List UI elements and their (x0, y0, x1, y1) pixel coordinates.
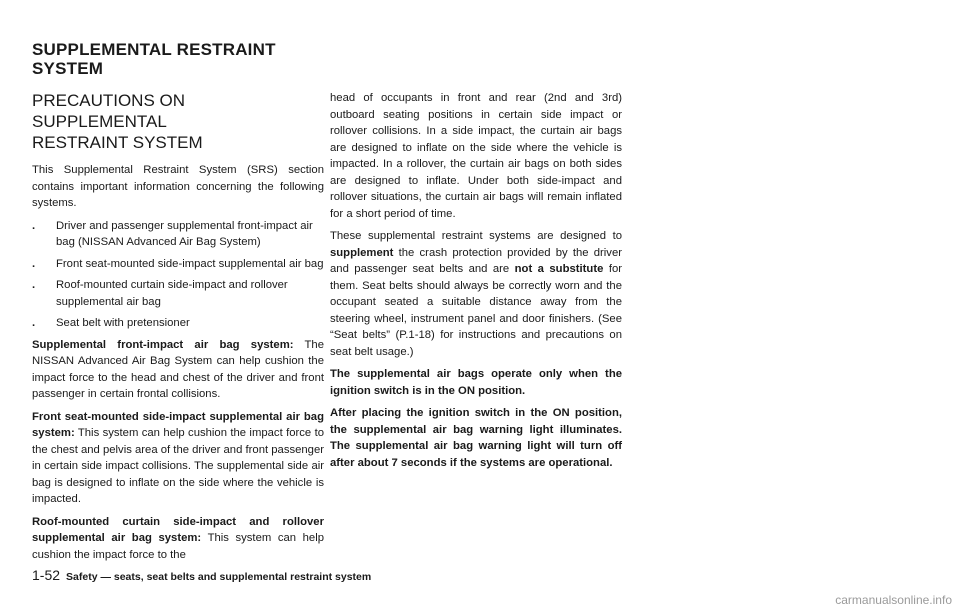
chapter-title: Safety — seats, seat belts and supplemental restraint system (66, 571, 372, 583)
front-impact-paragraph: Supplemental front-impact air bag system: The NISSAN Advanced Air Bag System can help cushion the impact force to the head and chest of the driver and front passenger in certain frontal collisions. (32, 338, 324, 400)
watermark: carmanualsonline.info (835, 593, 952, 607)
right-column (330, 90, 622, 477)
bullet-icon: . (32, 257, 36, 270)
supplement-paragraph: These supplemental restraint systems are designed to supplement the crash protection provided by the driver and passenger seat belts and are not a substitute for them. Seat belts should always be correctly worn and the occupant seated a suitable distance away from the steering wheel, instrument panel and door finishers. (See “Seat belts” (P.1-18) for instructions and precautions on seat belt usage.) (330, 230, 623, 358)
section-title: SUPPLEMENTAL RESTRAINT SYSTEM (32, 40, 276, 78)
front-impact-label: Supplemental front-impact air bag system: (32, 338, 294, 351)
intro-paragraph: This Supplemental Restraint System (SRS) section contains important information concerning the following systems. (32, 164, 324, 209)
left-column (32, 90, 324, 569)
page-number: 1-52 (32, 567, 61, 583)
precautions-heading: PRECAUTIONS ON SUPPLEMENTAL RESTRAINT SYSTEM (32, 91, 203, 152)
list-item: . Driver and passenger supplemental front-impact air bag (NISSAN Advanced Air Bag System) (32, 219, 313, 248)
bullet-icon: . (32, 279, 36, 291)
curtain-paragraph: Roof-mounted curtain side-impact and rollover supplemental air bag system: This system can help cushion the impact force to the (32, 515, 325, 561)
warning-light-paragraph: After placing the ignition switch in the ON position, the supplemental air bag warning light illuminates. The supplemental air bag warning light will turn off after about 7 seconds if the systems are operational. (330, 407, 622, 469)
page-footer (32, 567, 371, 583)
bullet-icon: . (32, 219, 36, 232)
curtain-label: Roof-mounted curtain side-impact and rollover supplemental air bag system: (32, 515, 324, 544)
side-impact-label: Front seat-mounted side-impact supplemental air bag system: (32, 410, 324, 439)
list-item: . Seat belt with pretensioner (32, 315, 324, 332)
ignition-warning-paragraph: The supplemental air bags operate only when the ignition switch is in the ON position. (330, 368, 622, 397)
systems-list (32, 218, 324, 332)
curtain-continued-paragraph: head of occupants in front and rear (2nd and 3rd) outboard seating positions in certain side impact or rollover collisions. In a side impact, the curtain air bags are designed to inflate on the side where the vehicle is impacted. In a rollover, the curtain air bags on both sides are designed to inflate. Under both side-impact and rollover situations, the curtain air bags will remain inflated for a short period of time. (330, 92, 622, 220)
side-impact-paragraph: Front seat-mounted side-impact supplemental air bag system: This system can help cushion the impact force to the chest and pelvis area of the driver and front passenger in certain side impact collisions. The supplemental side air bag is designed to inflate on the side where the vehicle is impacted. (32, 410, 325, 505)
bullet-icon: . (32, 317, 36, 329)
list-item: . Roof-mounted curtain side-impact and rollover supplemental air bag (32, 279, 288, 308)
list-item: . Front seat-mounted side-impact supplemental air bag (32, 256, 324, 273)
